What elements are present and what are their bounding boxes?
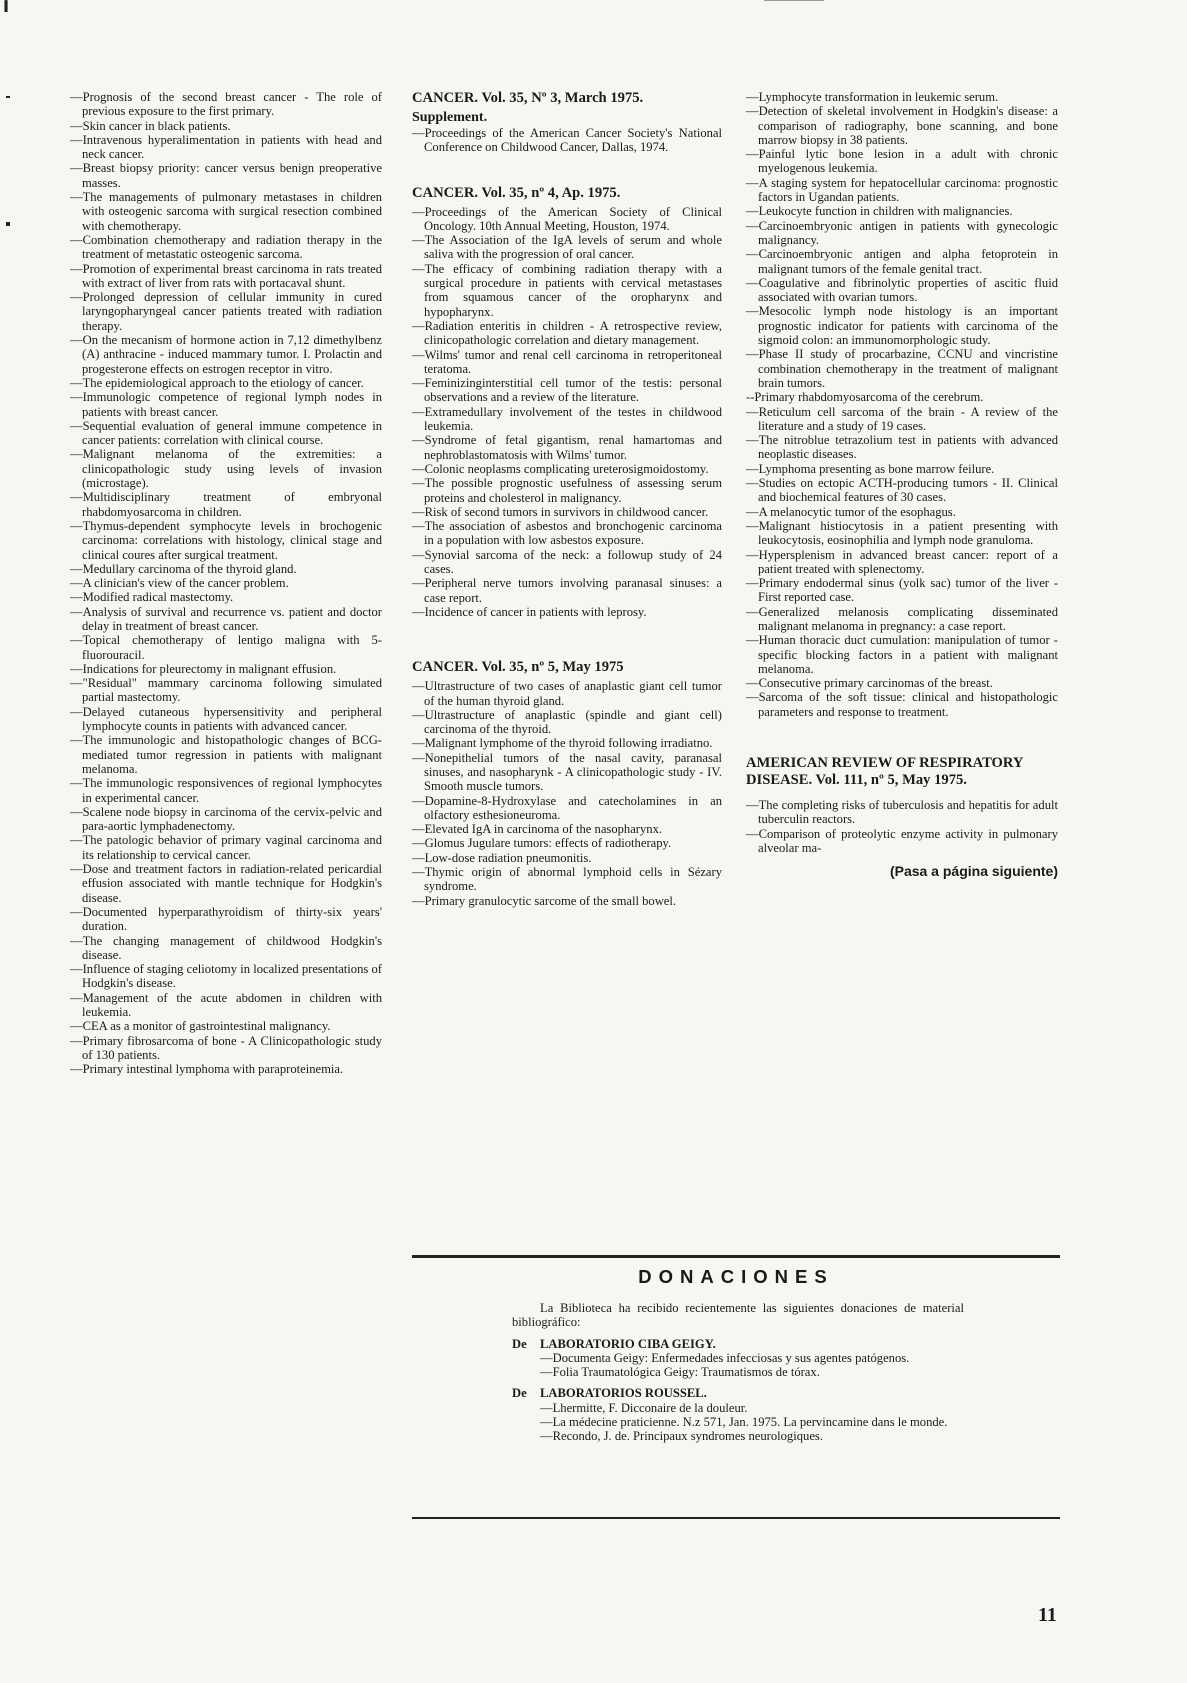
list-item: —Medullary carcinoma of the thyroid gland. bbox=[70, 561, 297, 576]
list-item: —Extramedullary involvement of the testes in childwood leukemia. bbox=[412, 404, 722, 434]
list-item: —Phase II study of procarbazine, CCNU and vincristine combination chemotherapy in the treatment of malignant brain tumors. bbox=[746, 347, 1058, 390]
list-item: —Topical chemotherapy of lentigo maligna with 5-fluorouracil. bbox=[70, 633, 382, 662]
list-item: —Radiation enteritis in children - A retrospective review, clinicopathologic correlation and dietary management. bbox=[412, 318, 722, 348]
list-item: —Documenta Geigy: Enfermedades infecciosas y sus agentes patógenos. bbox=[540, 1350, 910, 1365]
list-item: —Prognosis of the second breast cancer - The role of previous exposure to the first primary. bbox=[70, 90, 382, 119]
list-item: —Dopamine-8-Hydroxylase and catecholamines in an olfactory esthesioneuroma. bbox=[412, 793, 722, 822]
list-item: —Skin cancer in black patients. bbox=[70, 118, 231, 133]
donor-line bbox=[512, 1386, 964, 1400]
list-item: —A staging system for hepatocellular carcinoma: prognostic factors in Ugandan patients. bbox=[746, 175, 1058, 205]
list-item: —The completing risks of tuberculosis and hepatitis for adult tuberculin reactors. bbox=[746, 798, 1058, 827]
list-item: —Proceedings of the American Society of Clinical Oncology. 10th Annual Meeting, Houston, 1974. bbox=[412, 204, 722, 233]
list-item: —The Association of the IgA levels of serum and whole saliva with the progression of oral cancer. bbox=[412, 233, 722, 262]
list-item: —Documented hyperparathyroidism of thirty-six years' duration. bbox=[70, 904, 382, 934]
list-item: —Scalene node biopsy in carcinoma of the cervix-pelvic and para-aortic lymphadenectomy. bbox=[70, 804, 382, 834]
entry-list bbox=[412, 126, 722, 155]
list-item: —Dose and treatment factors in radiation-related pericardial effusion associated with mantle technique for Hodgkin's disease. bbox=[70, 862, 382, 905]
section-heading: CANCER. Vol. 35, nº 4, Ap. 1975. bbox=[412, 184, 621, 201]
donor-roussel bbox=[512, 1386, 964, 1443]
list-item: —Thymus-dependent symphocyte levels in brochogenic carcinoma: correlations with histology, clinical stage and clinical coures after surgical treatment. bbox=[70, 518, 382, 562]
donaciones-box bbox=[412, 1255, 1060, 1519]
entry-list bbox=[746, 90, 1058, 719]
list-item: —Carcinoembryonic antigen and alpha fetoprotein in malignant tumors of the female genital tract. bbox=[746, 247, 1058, 276]
list-item: —Management of the acute abdomen in children with leukemia. bbox=[70, 990, 382, 1019]
section-heading: CANCER. Vol. 35, nº 5, May 1975 bbox=[412, 659, 624, 676]
list-item: —Painful lytic bone lesion in a adult with chronic myelogenous leukemia. bbox=[746, 147, 1058, 176]
list-item: —Recondo, J. de. Principaux syndromes neurologiques. bbox=[540, 1429, 823, 1444]
list-item: —Combination chemotherapy and radiation therapy in the treatment of metastatic osteogenic sarcoma. bbox=[70, 232, 382, 262]
list-item: —A melanocytic tumor of the esophagus. bbox=[746, 504, 956, 519]
section-cancer-march-1975 bbox=[412, 90, 722, 155]
list-item: —Carcinoembryonic antigen in patients with gynecologic malignancy. bbox=[746, 218, 1058, 247]
list-item: —Lhermitte, F. Dicconaire de la douleur. bbox=[540, 1400, 748, 1415]
list-item: —Analysis of survival and recurrence vs. patient and doctor delay in treatment of breast cancer. bbox=[70, 604, 382, 633]
entry-list bbox=[746, 798, 1058, 855]
list-item: —The efficacy of combining radiation therapy with a surgical procedure in patients with cervical metastases from squamous cancer of the oropharynx and hypopharynx. bbox=[412, 261, 722, 319]
list-item: —Modified radical mastectomy. bbox=[70, 590, 234, 605]
section-american-review-respiratory-disease bbox=[746, 755, 1058, 855]
list-item: —Folia Traumatológica Geigy: Traumatismos de tórax. bbox=[540, 1365, 820, 1380]
scan-mark: ╹ bbox=[0, 2, 13, 24]
list-item: —Intravenous hyperalimentation in patients with head and neck cancer. bbox=[70, 132, 382, 162]
list-item: —Colonic neoplasms complicating ureterosigmoidostomy. bbox=[412, 461, 709, 476]
list-item: —Consecutive primary carcinomas of the breast. bbox=[746, 676, 993, 691]
donation-list bbox=[540, 1401, 964, 1444]
list-item: —Incidence of cancer in patients with leprosy. bbox=[412, 604, 647, 619]
margin-tick bbox=[6, 96, 10, 98]
list-item: —The epidemiological approach to the etiology of cancer. bbox=[70, 375, 364, 390]
list-item: —The immunologic responsivences of regional lymphocytes in experimental cancer. bbox=[70, 776, 382, 805]
list-item: —Immunologic competence of regional lymph nodes in patients with breast cancer. bbox=[70, 390, 382, 419]
list-item: —Glomus Jugulare tumors: effects of radiotherapy. bbox=[412, 836, 672, 851]
margin-tick bbox=[6, 222, 10, 226]
list-item: —Studies on ectopic ACTH-producing tumors - II. Clinical and biochemical features of 30 cases. bbox=[746, 476, 1058, 505]
list-item: —Breast biopsy priority: cancer versus benign preoperative masses. bbox=[70, 161, 382, 190]
list-item: —Promotion of experimental breast carcinoma in rats treated with extract of liver from rats with portacaval shunt. bbox=[70, 261, 382, 290]
list-item: —The nitroblue tetrazolium test in patients with advanced neoplastic diseases. bbox=[746, 433, 1058, 462]
list-item: —Detection of skeletal involvement in Hodgkin's disease: a comparison of radiography, bone scanning, and bone marrow biopsy in 38 patients. bbox=[746, 104, 1058, 147]
list-item: —Risk of second tumors in survivors in childwood cancer. bbox=[412, 504, 709, 519]
donaciones-intro: La Biblioteca ha recibido recientemente las siguientes donaciones de material bibliográfico: bbox=[512, 1301, 964, 1330]
list-item: —The association of asbestos and bronchogenic carcinoma in a population with low asbestos exposure. bbox=[412, 519, 722, 548]
donaciones-title: DONACIONES bbox=[638, 1266, 834, 1287]
entry-list bbox=[412, 205, 722, 620]
donor-line bbox=[512, 1337, 964, 1351]
list-item: --Primary rhabdomyosarcoma of the cerebrum. bbox=[746, 390, 984, 405]
list-item: —The patologic behavior of primary vaginal carcinoma and its relationship to cervical cancer. bbox=[70, 833, 382, 862]
list-item: —"Residual" mammary carcinoma following simulated partial mastectomy. bbox=[70, 676, 382, 705]
list-item: —Reticulum cell sarcoma of the brain - A review of the literature and a study of 19 cases. bbox=[746, 404, 1058, 433]
list-item: —On the mecanism of hormone action in 7,12 dimethylbenz (A) anthracine - induced mammary tumor. I. Prolactin and progesterone effects on estrogen receptor in vitro. bbox=[70, 333, 382, 376]
list-item: —Thymic origin of abnormal lymphoid cells in Sézary syndrome. bbox=[412, 865, 722, 894]
list-item: —Delayed cutaneous hypersensitivity and peripheral lymphocyte counts in patients with advanced cancer. bbox=[70, 704, 382, 734]
list-item: —Wilms' tumor and renal cell carcinoma in retroperitoneal teratoma. bbox=[412, 347, 722, 376]
list-item: —Malignant histiocytosis in a patient presenting with leukocytosis, eosinophilia and lymph node granuloma. bbox=[746, 518, 1058, 548]
donor-ciba-geigy bbox=[512, 1337, 964, 1380]
donation-list bbox=[540, 1351, 964, 1380]
list-item: —The immunologic and histopathologic changes of BCG-mediated tumor regression in patients with malignant melanoma. bbox=[70, 733, 382, 776]
list-item: —Peripheral nerve tumors involving paranasal sinuses: a case report. bbox=[412, 576, 722, 605]
list-item: —Mesocolic lymph node histology is an important prognostic indicator for patients with carcinoma of the sigmoid colon: an immunomorphologic study. bbox=[746, 304, 1058, 348]
page-number: 11 bbox=[1038, 1604, 1057, 1626]
list-item: —Ultrastructure of two cases of anaplastic giant cell tumor of the human thyroid gland. bbox=[412, 679, 722, 708]
right-column bbox=[746, 90, 1058, 893]
section-subheading: Supplement. bbox=[412, 110, 488, 125]
list-item: —The managements of pulmonary metastases in children with osteogenic sarcoma with surgical resection combined with chemotherapy. bbox=[70, 190, 382, 233]
list-item: —Leukocyte function in children with malignancies. bbox=[746, 204, 1013, 219]
section-cancer-april-1975 bbox=[412, 185, 722, 620]
list-item: —Multidisciplinary treatment of embryonal rhabdomyosarcoma in children. bbox=[70, 490, 382, 519]
donor-name: LABORATORIOS ROUSSEL. bbox=[540, 1386, 707, 1401]
middle-column bbox=[412, 90, 722, 908]
list-item: —The possible prognostic usefulness of assessing serum proteins and cholesterol in malignancy. bbox=[412, 476, 722, 505]
list-item: —Primary granulocytic sarcome of the small bowel. bbox=[412, 893, 677, 908]
list-item: —Hypersplenism in advanced breast cancer: report of a patient treated with splenectomy. bbox=[746, 547, 1058, 576]
donor-prefix: De bbox=[512, 1386, 527, 1401]
list-item: —Influence of staging celiotomy in localized presentations of Hodgkin's disease. bbox=[70, 962, 382, 991]
section-heading: CANCER. Vol. 35, Nº 3, March 1975. bbox=[412, 90, 644, 106]
section-heading: AMERICAN REVIEW OF RESPIRATORY DISEASE. Vol. 111, nº 5, May 1975. bbox=[746, 755, 1023, 789]
continued-note: (Pasa a página siguiente) bbox=[889, 863, 1058, 880]
donaciones-body bbox=[512, 1301, 964, 1444]
list-item: —Coagulative and fibrinolytic properties of ascitic fluid associated with ovarian tumors. bbox=[746, 275, 1058, 305]
entry-list bbox=[412, 679, 722, 908]
list-item: —Prolonged depression of cellular immunity in cured laryngopharyngeal cancer patients treated with radiation therapy. bbox=[70, 290, 382, 333]
list-item: —A clinician's view of the cancer problem. bbox=[70, 576, 289, 591]
list-item: —Sarcoma of the soft tissue: clinical and histopathologic parameters and response to treatment. bbox=[746, 690, 1058, 719]
list-item: —Primary intestinal lymphoma with paraproteinemia. bbox=[70, 1062, 344, 1077]
list-item: —Primary fibrosarcoma of bone - A Clinicopathologic study of 130 patients. bbox=[70, 1033, 382, 1062]
list-item: —Indications for pleurectomy in malignant effusion. bbox=[70, 661, 337, 676]
list-item: —Synovial sarcoma of the neck: a followup study of 24 cases. bbox=[412, 547, 722, 577]
list-item: —Low-dose radiation pneumonitis. bbox=[412, 850, 592, 865]
list-item: —Elevated IgA in carcinoma of the nasopharynx. bbox=[412, 822, 663, 837]
list-item: —The changing management of childwood Hodgkin's disease. bbox=[70, 933, 382, 962]
list-item: —Human thoracic duct cumulation: manipulation of tumor - specific blocking factors in a patient with malignant melanoma. bbox=[746, 633, 1058, 676]
list-item: —La médecine praticienne. N.z 571, Jan. 1975. La pervincamine dans le monde. bbox=[540, 1415, 948, 1430]
left-column bbox=[70, 90, 382, 1076]
list-item: —Proceedings of the American Cancer Society's National Conference on Childwood Cancer, Dallas, 1974. bbox=[412, 126, 722, 155]
scan-line bbox=[764, 0, 824, 1]
donor-name: LABORATORIO CIBA GEIGY. bbox=[540, 1336, 716, 1351]
list-item: —Malignant melanoma of the extremities: a clinicopathologic study using levels of invasion (microstage). bbox=[70, 447, 382, 491]
list-item: —Primary endodermal sinus (yolk sac) tumor of the liver - First reported case. bbox=[746, 576, 1058, 605]
list-item: —Malignant lymphome of the thyroid following irradiatno. bbox=[412, 736, 713, 751]
list-item: —Sequential evaluation of general immune competence in cancer patients: correlation with clinical course. bbox=[70, 418, 382, 448]
list-item: —Nonepithelial tumors of the nasal cavity, paranasal sinuses, and nasopharynk - A clinicopathologic study - IV. Smooth muscle tumors. bbox=[412, 750, 722, 794]
section-cancer-may-1975 bbox=[412, 659, 722, 908]
list-item: —CEA as a monitor of gastrointestinal malignancy. bbox=[70, 1019, 331, 1034]
donor-prefix: De bbox=[512, 1336, 527, 1351]
list-item: —Feminizinginterstitial cell tumor of the testis: personal observations and a review of the literature. bbox=[412, 376, 722, 405]
list-item: —Lymphocyte transformation in leukemic serum. bbox=[746, 90, 999, 104]
list-item: —Lymphoma presenting as bone marrow feilure. bbox=[746, 461, 995, 476]
list-item: —Syndrome of fetal gigantism, renal hamartomas and nephroblastomatosis with Wilms' tumor. bbox=[412, 433, 722, 462]
list-item: —Generalized melanosis complicating disseminated malignant melanoma in pregnancy: a case report. bbox=[746, 604, 1058, 633]
list-item: —Ultrastructure of anaplastic (spindle and giant cell) carcinoma of the thyroid. bbox=[412, 707, 722, 737]
list-item: —Comparison of proteolytic enzyme activity in pulmonary alveolar ma- bbox=[746, 826, 1058, 855]
